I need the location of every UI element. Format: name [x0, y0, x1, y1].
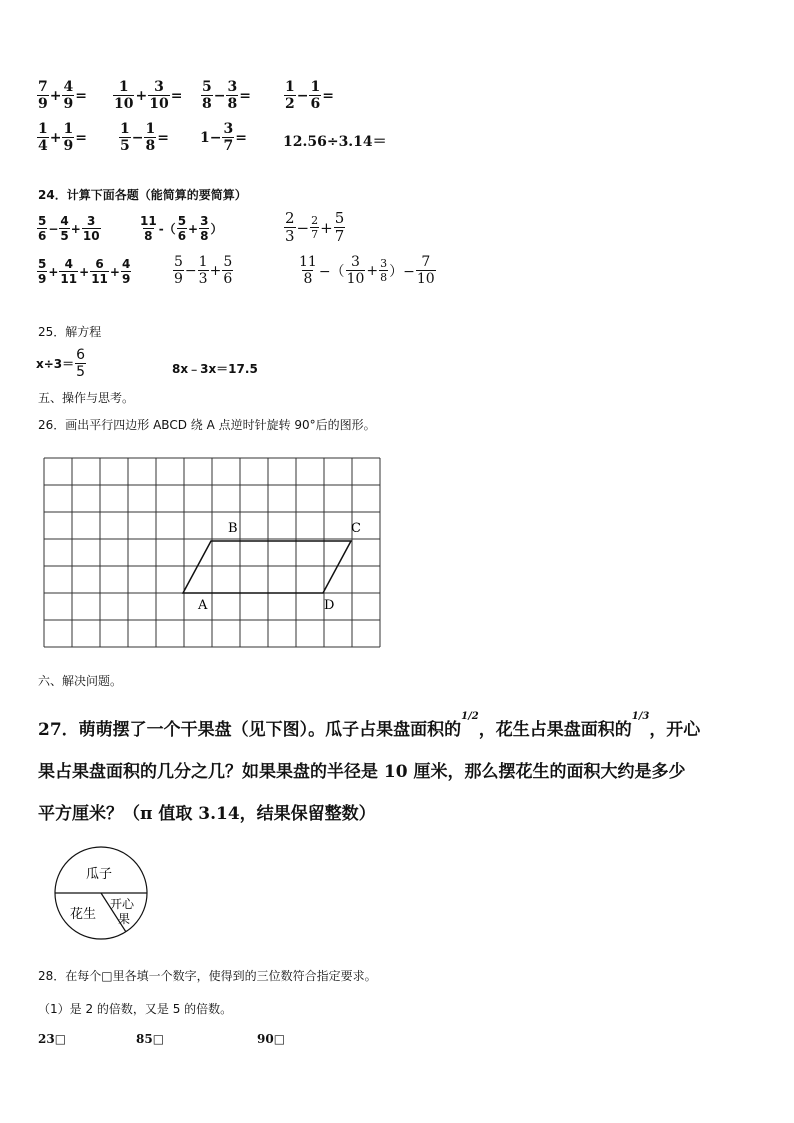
fraction: $\frac{3}{10}$: [346, 254, 365, 287]
q28-item-3: 90□: [257, 1032, 286, 1046]
operator: +: [366, 262, 379, 279]
operator: +: [135, 87, 148, 104]
operator: -（: [158, 222, 176, 236]
section-6-heading: 六、解决问题。: [38, 674, 123, 688]
q24-title: 24．计算下面各题（能简算的要简算）: [38, 188, 247, 202]
fraction-one-half: 1/2: [461, 711, 479, 722]
q27-text-c: ，开心: [649, 720, 701, 740]
fraction: $\frac{2}{3}$: [285, 209, 295, 245]
fraction: $\frac{6}{11}$: [91, 257, 108, 286]
q28-title: 28．在每个□里各填一个数字，使得到的三位数符合指定要求。: [38, 969, 377, 983]
expr-r1-3: [200, 80, 251, 111]
equals: =: [75, 129, 87, 146]
fraction: $\frac{1}{5}$: [120, 121, 130, 154]
fraction: $\frac{5}{6}$: [177, 214, 187, 243]
q24-expr-b: [138, 215, 222, 242]
operator: −: [184, 262, 197, 279]
fraction: $\frac{4}{9}$: [121, 257, 131, 286]
label-huasheng: 花生: [70, 907, 97, 922]
expr-r2-2: [118, 122, 169, 153]
q25-eq1: [36, 348, 87, 379]
fraction: $\frac{1}{2}$: [285, 79, 295, 112]
fraction: $\frac{6}{5}$: [76, 347, 86, 380]
equals: =: [235, 129, 247, 146]
expr-r2-3: [200, 122, 247, 153]
equals: =: [239, 87, 251, 104]
operator: +: [70, 221, 81, 236]
fraction: $\frac{3}{8}$: [200, 214, 209, 243]
fraction: $\frac{3}{7}$: [223, 121, 234, 154]
equals: =: [322, 87, 334, 104]
label-c: C: [351, 521, 361, 536]
fraction: $\frac{5}{6}$: [38, 214, 47, 243]
fraction: $\frac{4}{11}$: [60, 257, 78, 286]
q24-expr-d: [36, 258, 132, 285]
fraction: $\frac{5}{9}$: [38, 257, 47, 286]
q27-text-b: ，花生占果盘面积的: [478, 720, 632, 740]
fraction: $\frac{1}{6}$: [310, 79, 321, 112]
q27-line2: 果占果盘面积的几分之几？如果果盘的半径是 10 厘米，那么摆花生的面积大约是多少: [38, 762, 686, 782]
fraction: $\frac{11}{8}$: [299, 254, 317, 287]
q28-item-1: 23□: [38, 1032, 67, 1046]
q28-item-2: 85□: [136, 1032, 165, 1046]
q25-eq2: 8x﹣3x＝17.5: [172, 362, 258, 376]
fraction: $\frac{7}{10}$: [416, 254, 435, 287]
fraction: $\frac{1}{8}$: [145, 121, 156, 154]
operator: −: [296, 87, 309, 104]
fraction-one-third: 1/3: [631, 711, 650, 722]
grid-lines: [44, 458, 380, 647]
expr-r2-1: [36, 122, 87, 153]
q24-expr-e: [172, 255, 234, 286]
q27-text-a: 27．萌萌摆了一个干果盘（见下图）。瓜子占果盘面积的: [38, 720, 462, 740]
q24-expr-f: [297, 255, 437, 286]
equals: =: [157, 129, 169, 146]
fraction: $\frac{3}{8}$: [380, 257, 388, 284]
fraction: $\frac{1}{4}$: [38, 121, 48, 154]
q24-expr-c: [283, 211, 346, 244]
operator: x÷3＝: [36, 357, 75, 371]
operator: +: [48, 264, 59, 279]
operator: −: [131, 129, 144, 146]
fraction: $\frac{3}{10}$: [82, 214, 100, 243]
operator: −: [48, 221, 59, 236]
fruit-plate-diagram: [48, 846, 160, 942]
label-guo: 果: [118, 912, 131, 926]
operator: ）: [210, 222, 223, 236]
fraction: $\frac{7}{9}$: [38, 79, 48, 112]
fraction: $\frac{5}{9}$: [174, 254, 183, 287]
fraction: $\frac{5}{8}$: [202, 79, 212, 112]
operator: +: [320, 218, 333, 237]
equals: =: [170, 87, 183, 104]
equals: =: [75, 87, 87, 104]
operator: −（: [318, 263, 345, 280]
fraction: $\frac{1}{10}$: [114, 79, 134, 112]
q24-expr-a: [36, 215, 102, 242]
parallelogram-abcd: [183, 541, 351, 593]
operator: −: [213, 87, 226, 104]
fraction: $\frac{11}{8}$: [140, 214, 157, 243]
q26-title: 26．画出平行四边形 ABCD 绕 A 点逆时针旋转 90°后的图形。: [38, 418, 376, 432]
label-kaixin: 开心: [110, 897, 135, 911]
fraction: $\frac{2}{7}$: [311, 214, 319, 241]
operator: +: [188, 221, 199, 236]
expr-r1-4: [283, 80, 334, 111]
operator: +: [79, 264, 90, 279]
operator: +: [209, 262, 222, 279]
expr-r1-2: [112, 80, 182, 111]
operator: +: [109, 264, 120, 279]
operator: 1−: [200, 129, 222, 146]
q28-sub1: （1）是 2 的倍数，又是 5 的倍数。: [38, 1002, 233, 1016]
q27-line1: [38, 711, 701, 740]
fraction: $\frac{3}{10}$: [149, 79, 169, 112]
operator: +: [49, 87, 62, 104]
q27-line3: 平方厘米？（π 值取 3.14，结果保留整数）: [38, 804, 376, 824]
fraction: $\frac{4}{5}$: [60, 214, 69, 243]
label-guazi: 瓜子: [86, 867, 113, 882]
expr-r2-4: 12.56÷3.14＝: [283, 134, 387, 150]
fraction: $\frac{4}{9}$: [63, 79, 74, 112]
section-5-heading: 五、操作与思考。: [38, 391, 135, 405]
fraction: $\frac{1}{9}$: [63, 121, 74, 154]
label-a: A: [198, 598, 208, 613]
operator: −: [296, 218, 310, 237]
fraction: $\frac{1}{3}$: [198, 254, 208, 287]
expr-r1-1: [36, 80, 87, 111]
operator: ）−: [389, 263, 415, 280]
operator: +: [49, 129, 62, 146]
fraction: $\frac{3}{8}$: [227, 79, 238, 112]
parallelogram-grid[interactable]: [40, 452, 385, 652]
q25-title: 25．解方程: [38, 325, 102, 339]
label-b: B: [228, 521, 238, 536]
label-d: D: [324, 598, 335, 613]
fraction: $\frac{5}{7}$: [334, 209, 345, 245]
fraction: $\frac{5}{6}$: [223, 254, 233, 287]
